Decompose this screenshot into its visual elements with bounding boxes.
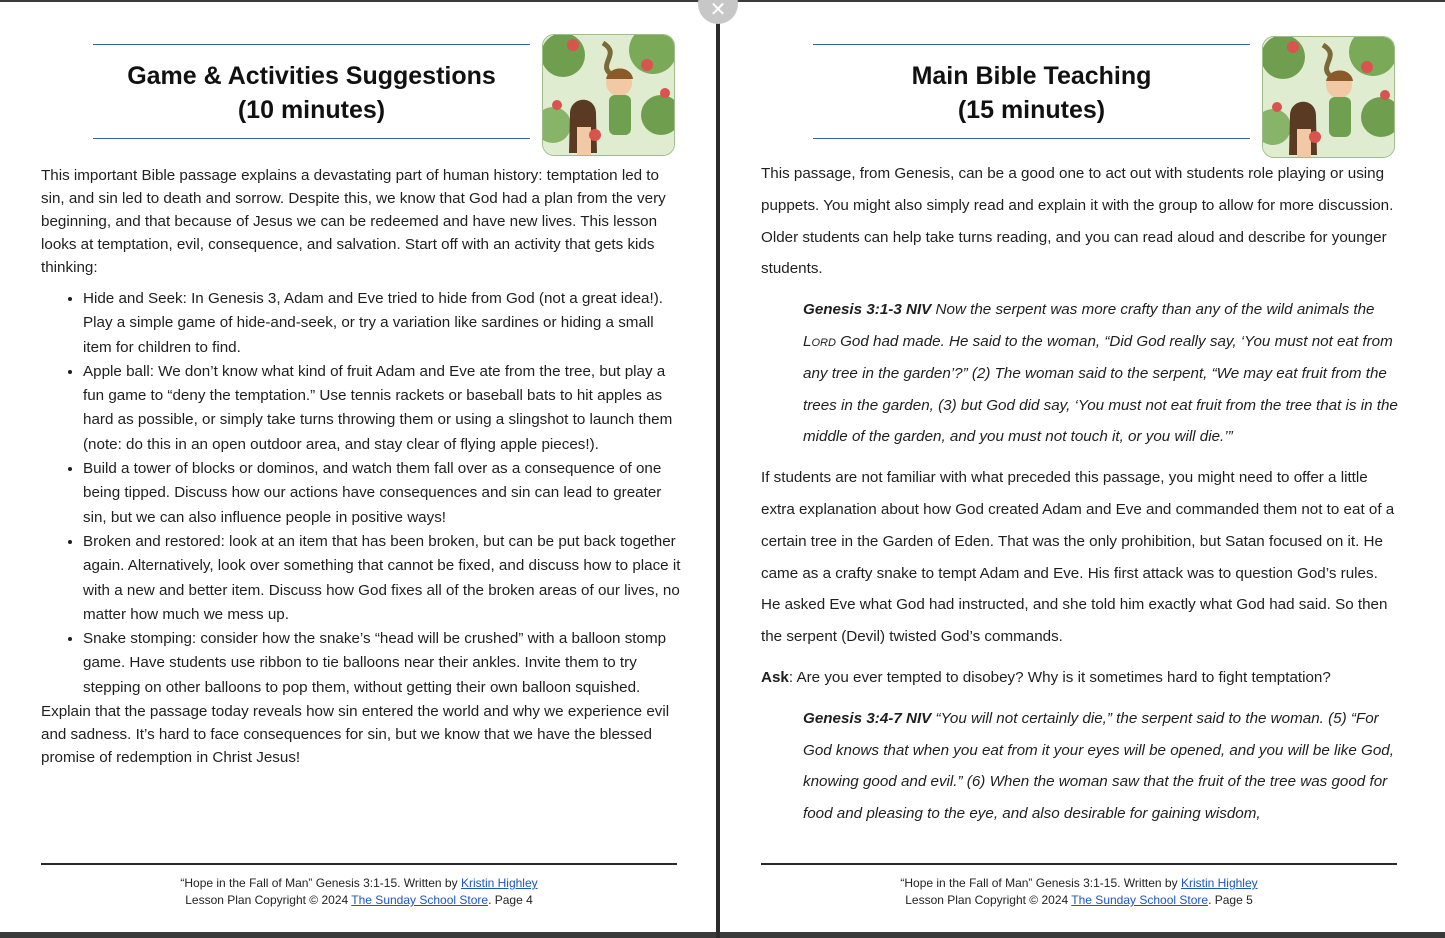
adam-and-eve-illustration	[542, 34, 675, 156]
list-item: • Broken and restored: look at an item that has been broken, but can be put back together again. Alternatively, look over something that cannot be fixed, and discuss how to place it with a new and better item. Discuss how God fixes all of the broken areas of our lives, no matter how much we mess up.	[83, 530, 681, 627]
ask-label: Ask	[761, 668, 789, 686]
list-item: • Build a tower of blocks or dominos, and watch them fall over as a consequence of one being tipped. Discuss how our actions have consequences and sin can lead to greater sin, but we can also influence people in positive ways!	[83, 457, 681, 530]
store-link[interactable]: The Sunday School Store	[1071, 893, 1209, 907]
illustration-graphic	[543, 35, 674, 155]
activity-list	[41, 287, 681, 700]
footer-credit: “Hope in the Fall of Man” Genesis 3:1-15. Written by Kristin Highley	[900, 876, 1258, 890]
page-footer	[761, 863, 1397, 909]
adam-and-eve-illustration	[1262, 36, 1395, 158]
section-title: Main Bible Teaching (15 minutes)	[911, 62, 1152, 124]
section-header	[93, 44, 530, 144]
header-bottom-rule	[813, 138, 1250, 139]
author-link[interactable]: Kristin Highley	[460, 876, 538, 890]
close-icon[interactable]: ✕	[698, 0, 738, 24]
page-4	[0, 2, 716, 932]
page-body	[41, 164, 681, 769]
intro-paragraph: This important Bible passage explains a devastating part of human history: temptation led to sin, and sin led to death and sorrow. Despite this, we know that God had a plan from the very beginning, and that because of Jesus we can be redeemed and have new lives. This lesson looks at temptation, evil, consequence, and salvation. Start off with an activity that gets kids thinking:	[41, 167, 666, 276]
page-number: . Page 5	[1208, 893, 1253, 907]
list-item: • Hide and Seek: In Genesis 3, Adam and Eve tried to hide from God (not a great idea!). Play a simple game of hide-and-seek, or try a variation like sardines or hiding a small item for children to find.	[83, 287, 681, 360]
page-body	[761, 158, 1401, 839]
footer-rule	[761, 863, 1397, 865]
header-bottom-rule	[93, 138, 530, 139]
section-title: Game & Activities Suggestions (10 minutes)	[127, 62, 496, 124]
footer-credit: “Hope in the Fall of Man” Genesis 3:1-15. Written by Kristin Highley	[180, 876, 538, 890]
scripture-quote: Genesis 3:4-7 NIV “You will not certainly die,” the serpent said to the woman. (5) “For God knows that when you eat from it your eyes will be opened, and you will be like God, knowing good and evil.” (6) When the woman saw that the fruit of the tree was good for food and pleasing to the eye, and also desirable for gaining wisdom,	[803, 709, 1394, 823]
footer-copyright: Lesson Plan Copyright © 2024 The Sunday School Store. Page 5	[905, 893, 1253, 907]
page-number: . Page 4	[488, 893, 533, 907]
author-link[interactable]: Kristin Highley	[1180, 876, 1258, 890]
list-item: • Snake stomping: consider how the snake’s “head will be crushed” with a balloon stomp game. Have students use ribbon to tie balloons near their ankles. Invite them to try stepping on other balloons to pop them, without getting their own balloon squished.	[83, 627, 681, 700]
footer-rule	[41, 863, 677, 865]
scripture-quote: Genesis 3:1-3 NIV Now the serpent was more crafty than any of the wild animals the Lord God had made. He said to the woman, “Did God really say, ‘You must not eat from any tree in the garden’?” (2) The woman said to the serpent, “We may eat fruit from the trees in the garden, (3) but God did say, ‘You must not eat fruit from the tree that is in the middle of the garden, and you must not touch it, or you will die.’”	[803, 301, 1398, 446]
scripture-reference: Genesis 3:1-3 NIV	[803, 301, 932, 319]
closing-paragraph: Explain that the passage today reveals how sin entered the world and why we experience evil and sadness. It’s hard to face consequences for sin, but we know that we have the blessed promise of redemption in Christ Jesus!	[41, 703, 670, 767]
explanation-paragraph: If students are not familiar with what preceded this passage, you might need to offer a little extra explanation about how God created Adam and Eve and commanded them not to eat of a certain tree in the Garden of Eden. That was the only prohibition, but Satan focused on it. He came as a crafty snake to tempt Adam and Eve. His first attack was to question God’s rules. He asked Eve what God had instructed, and she told him exactly what God had said. So then the serpent (Devil) twisted God’s commands.	[761, 469, 1395, 646]
footer-copyright: Lesson Plan Copyright © 2024 The Sunday School Store. Page 4	[185, 893, 533, 907]
ask-prompt: Ask: Are you ever tempted to disobey? Why is it sometimes hard to fight temptation?	[761, 668, 1331, 686]
illustration-graphic	[1263, 37, 1394, 157]
page-5	[720, 2, 1445, 932]
scripture-reference: Genesis 3:4-7 NIV	[803, 709, 932, 727]
list-item: • Apple ball: We don’t know what kind of fruit Adam and Eve ate from the tree, but play a fun game to “deny the temptation.” Use tennis rackets or baseball bats to hit apples as hard as possible, or simply take turns throwing them or using a slingshot to launch them (note: do this in an open outdoor area, and stay clear of flying apple pieces!).	[83, 360, 681, 457]
store-link[interactable]: The Sunday School Store	[351, 893, 489, 907]
section-header	[813, 44, 1250, 144]
page-footer	[41, 863, 677, 909]
intro-paragraph: This passage, from Genesis, can be a good one to act out with students role playing or using puppets. You might also simply read and explain it with the group to allow for more discussion. Older students can help take turns reading, and you can read aloud and describe for younger students.	[761, 165, 1394, 278]
